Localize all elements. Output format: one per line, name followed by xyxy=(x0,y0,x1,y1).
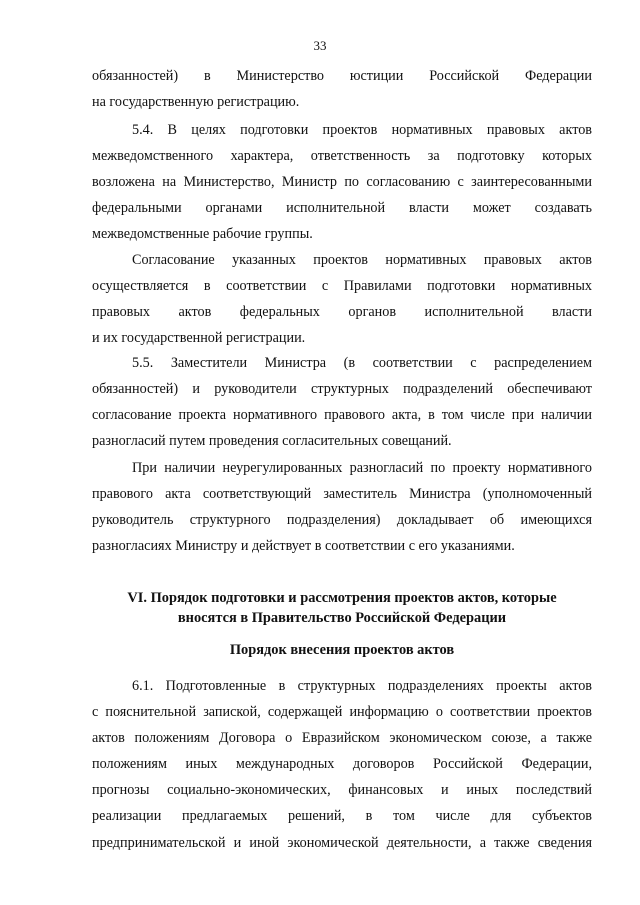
text-line: обязанностей) и руководители структурных подразделений обеспечивают xyxy=(92,381,592,398)
text-line: предпринимательской и иной экономической деятельности, а также сведения xyxy=(92,834,592,851)
section-heading xyxy=(92,588,592,628)
page-number: 33 xyxy=(313,38,327,53)
text-line: реализации предлагаемых решений, в том числе для субъектов xyxy=(92,808,592,825)
paragraph-disagreements xyxy=(92,455,592,559)
section-heading-line: вносятся в Правительство Российской Федерации xyxy=(177,610,507,626)
text-line: 6.1. Подготовленные в структурных подразделениях проекты актов xyxy=(132,678,592,694)
text-line: актов положениям Договора о Евразийском экономическом союзе, а также xyxy=(92,730,592,747)
text-line: разногласий путем проведения согласительных совещаний. xyxy=(92,433,452,450)
text-line: возложена на Министерство, Министр по согласованию с заинтересованными xyxy=(92,174,592,191)
text-line: положениям иных международных договоров Российской Федерации, xyxy=(92,756,592,773)
text-line: руководитель структурного подразделения) докладывает об имеющихся xyxy=(92,512,592,529)
text-line: межведомственные рабочие группы. xyxy=(92,226,313,243)
text-line: и их государственной регистрации. xyxy=(92,330,306,347)
text-line: разногласиях Министру и действует в соответствии с его указаниями. xyxy=(92,538,515,555)
text-line: на государственную регистрацию. xyxy=(92,94,300,111)
text-line: 5.5. Заместители Министра (в соответствии с распределением xyxy=(132,355,592,371)
text-line: осуществляется в соответствии с Правилами подготовки нормативных xyxy=(92,278,592,295)
paragraph-coordination xyxy=(92,247,592,351)
subheading-text: Порядок внесения проектов актов xyxy=(229,642,455,658)
paragraph-5-4 xyxy=(92,117,592,247)
text-line: согласование проекта нормативного правового акта, в том числе при наличии xyxy=(92,407,592,424)
section-heading-line: VI. Порядок подготовки и рассмотрения проектов актов, которые xyxy=(127,590,557,606)
text-line: межведомственного характера, ответственность за подготовку которых xyxy=(92,148,592,165)
text-line: 5.4. В целях подготовки проектов нормативных правовых актов xyxy=(132,122,592,138)
text-line: При наличии неурегулированных разногласий по проекту нормативного xyxy=(132,460,592,476)
paragraph-5-5 xyxy=(92,350,592,454)
paragraph-6-1 xyxy=(92,673,592,856)
text-line: с пояснительной запиской, содержащей информацию о соответствии проектов xyxy=(92,704,592,721)
text-line: правового акта соответствующий заместитель Министра (уполномоченный xyxy=(92,486,592,503)
text-line: Согласование указанных проектов нормативных правовых актов xyxy=(132,252,592,268)
text-line: обязанностей) в Министерство юстиции Российской Федерации xyxy=(92,68,592,84)
text-line: федеральными органами исполнительной власти может создавать xyxy=(92,200,592,217)
text-line: правовых актов федеральных органов исполнительной власти xyxy=(92,304,592,321)
paragraph-continuation xyxy=(92,63,592,115)
text-line: прогнозы социально-экономических, финансовых и иных последствий xyxy=(92,782,592,799)
subheading xyxy=(92,640,592,660)
